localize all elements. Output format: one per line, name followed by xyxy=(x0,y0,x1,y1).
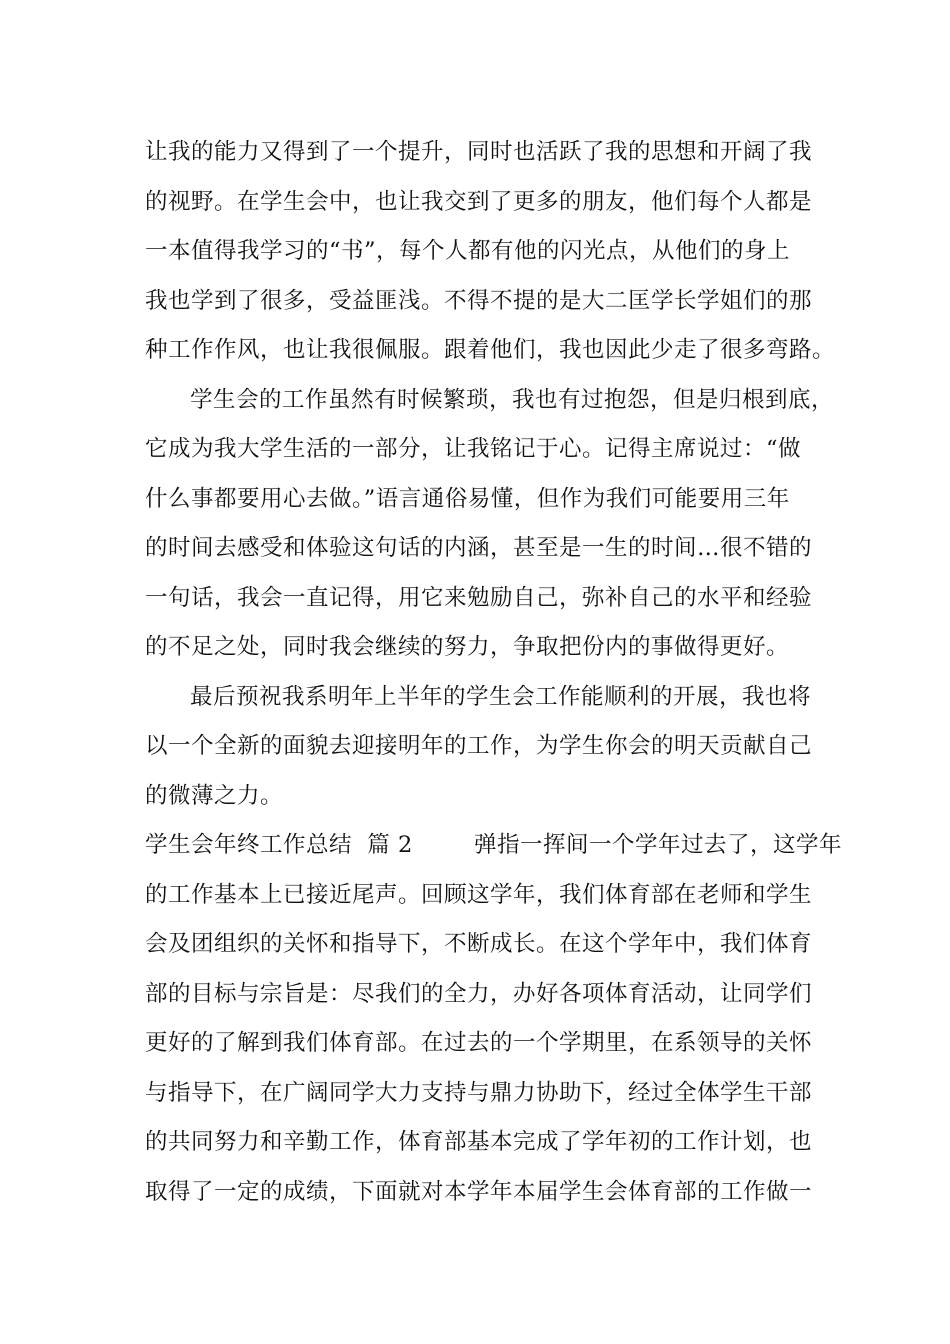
text-line: 会及团组织的关怀和指导下，不断成长。在这个学年中，我们体育 xyxy=(145,931,813,957)
text-line: 的视野。在学生会中，也让我交到了更多的朋友，他们每个人都是 xyxy=(145,188,813,215)
text-line: 让我的能力又得到了一个提升，同时也活跃了我的思想和开阔了我 xyxy=(145,139,813,165)
text-line: 的微薄之力。 xyxy=(145,782,284,809)
text-line: 的共同努力和辛勤工作，体育部基本完成了学年初的工作计划，也 xyxy=(145,1129,813,1155)
text-line: 的不足之处，同时我会继续的努力，争取把份内的事做得更好。 xyxy=(145,634,790,660)
text-line: 更好的了解到我们体育部。在过去的一个学期里，在系领导的关怀 xyxy=(145,1030,813,1056)
text-line: 部的目标与宗旨是：尽我们的全力，办好各项体育活动，让同学们 xyxy=(145,980,813,1007)
text-line: 与指导下，在广阔同学大力支持与鼎力协助下，经过全体学生干部 xyxy=(145,1079,813,1106)
text-line: 的工作基本上已接近尾声。回顾这学年，我们体育部在老师和学生 xyxy=(145,881,813,908)
text-line: 一句话，我会一直记得，用它来勉励自己，弥补自己的水平和经验 xyxy=(145,584,813,611)
paragraph-start-line: 最后预祝我系明年上半年的学生会工作能顺利的开展，我也将 xyxy=(190,683,812,710)
text-line: 种工作作风，也让我很佩服。跟着他们，我也因此少走了很多弯路。 xyxy=(145,337,836,363)
text-line: 什么事都要用心去做。”语言通俗易懂，但作为我们可能要用三年 xyxy=(145,485,790,512)
text-line: 我也学到了很多，受益匪浅。不得不提的是大二匡学长学姐们的那 xyxy=(145,287,813,314)
text-line: 以一个全新的面貌去迎接明年的工作，为学生你会的明天贡献自己 xyxy=(145,733,813,759)
text-line: 取得了一定的成绩，下面就对本学年本届学生会体育部的工作做一 xyxy=(145,1178,813,1205)
paragraph-start-line: 学生会的工作虽然有时候繁琐，我也有过抱怨，但是归根到底， xyxy=(190,386,835,413)
text-line: 它成为我大学生活的一部分，让我铭记于心。记得主席说过：“做 xyxy=(145,436,802,462)
document-body xyxy=(145,128,842,1217)
text-line: 一本值得我学习的“书”，每个人都有他的闪光点，从他们的身上 xyxy=(145,238,791,264)
text-line: 的时间去感受和体验这句话的内涵，甚至是一生的时间…很不错的 xyxy=(145,535,813,561)
section-heading-line: 学生会年终工作总结 篇 2 弹指一挥间一个学年过去了，这学年 xyxy=(145,832,842,858)
